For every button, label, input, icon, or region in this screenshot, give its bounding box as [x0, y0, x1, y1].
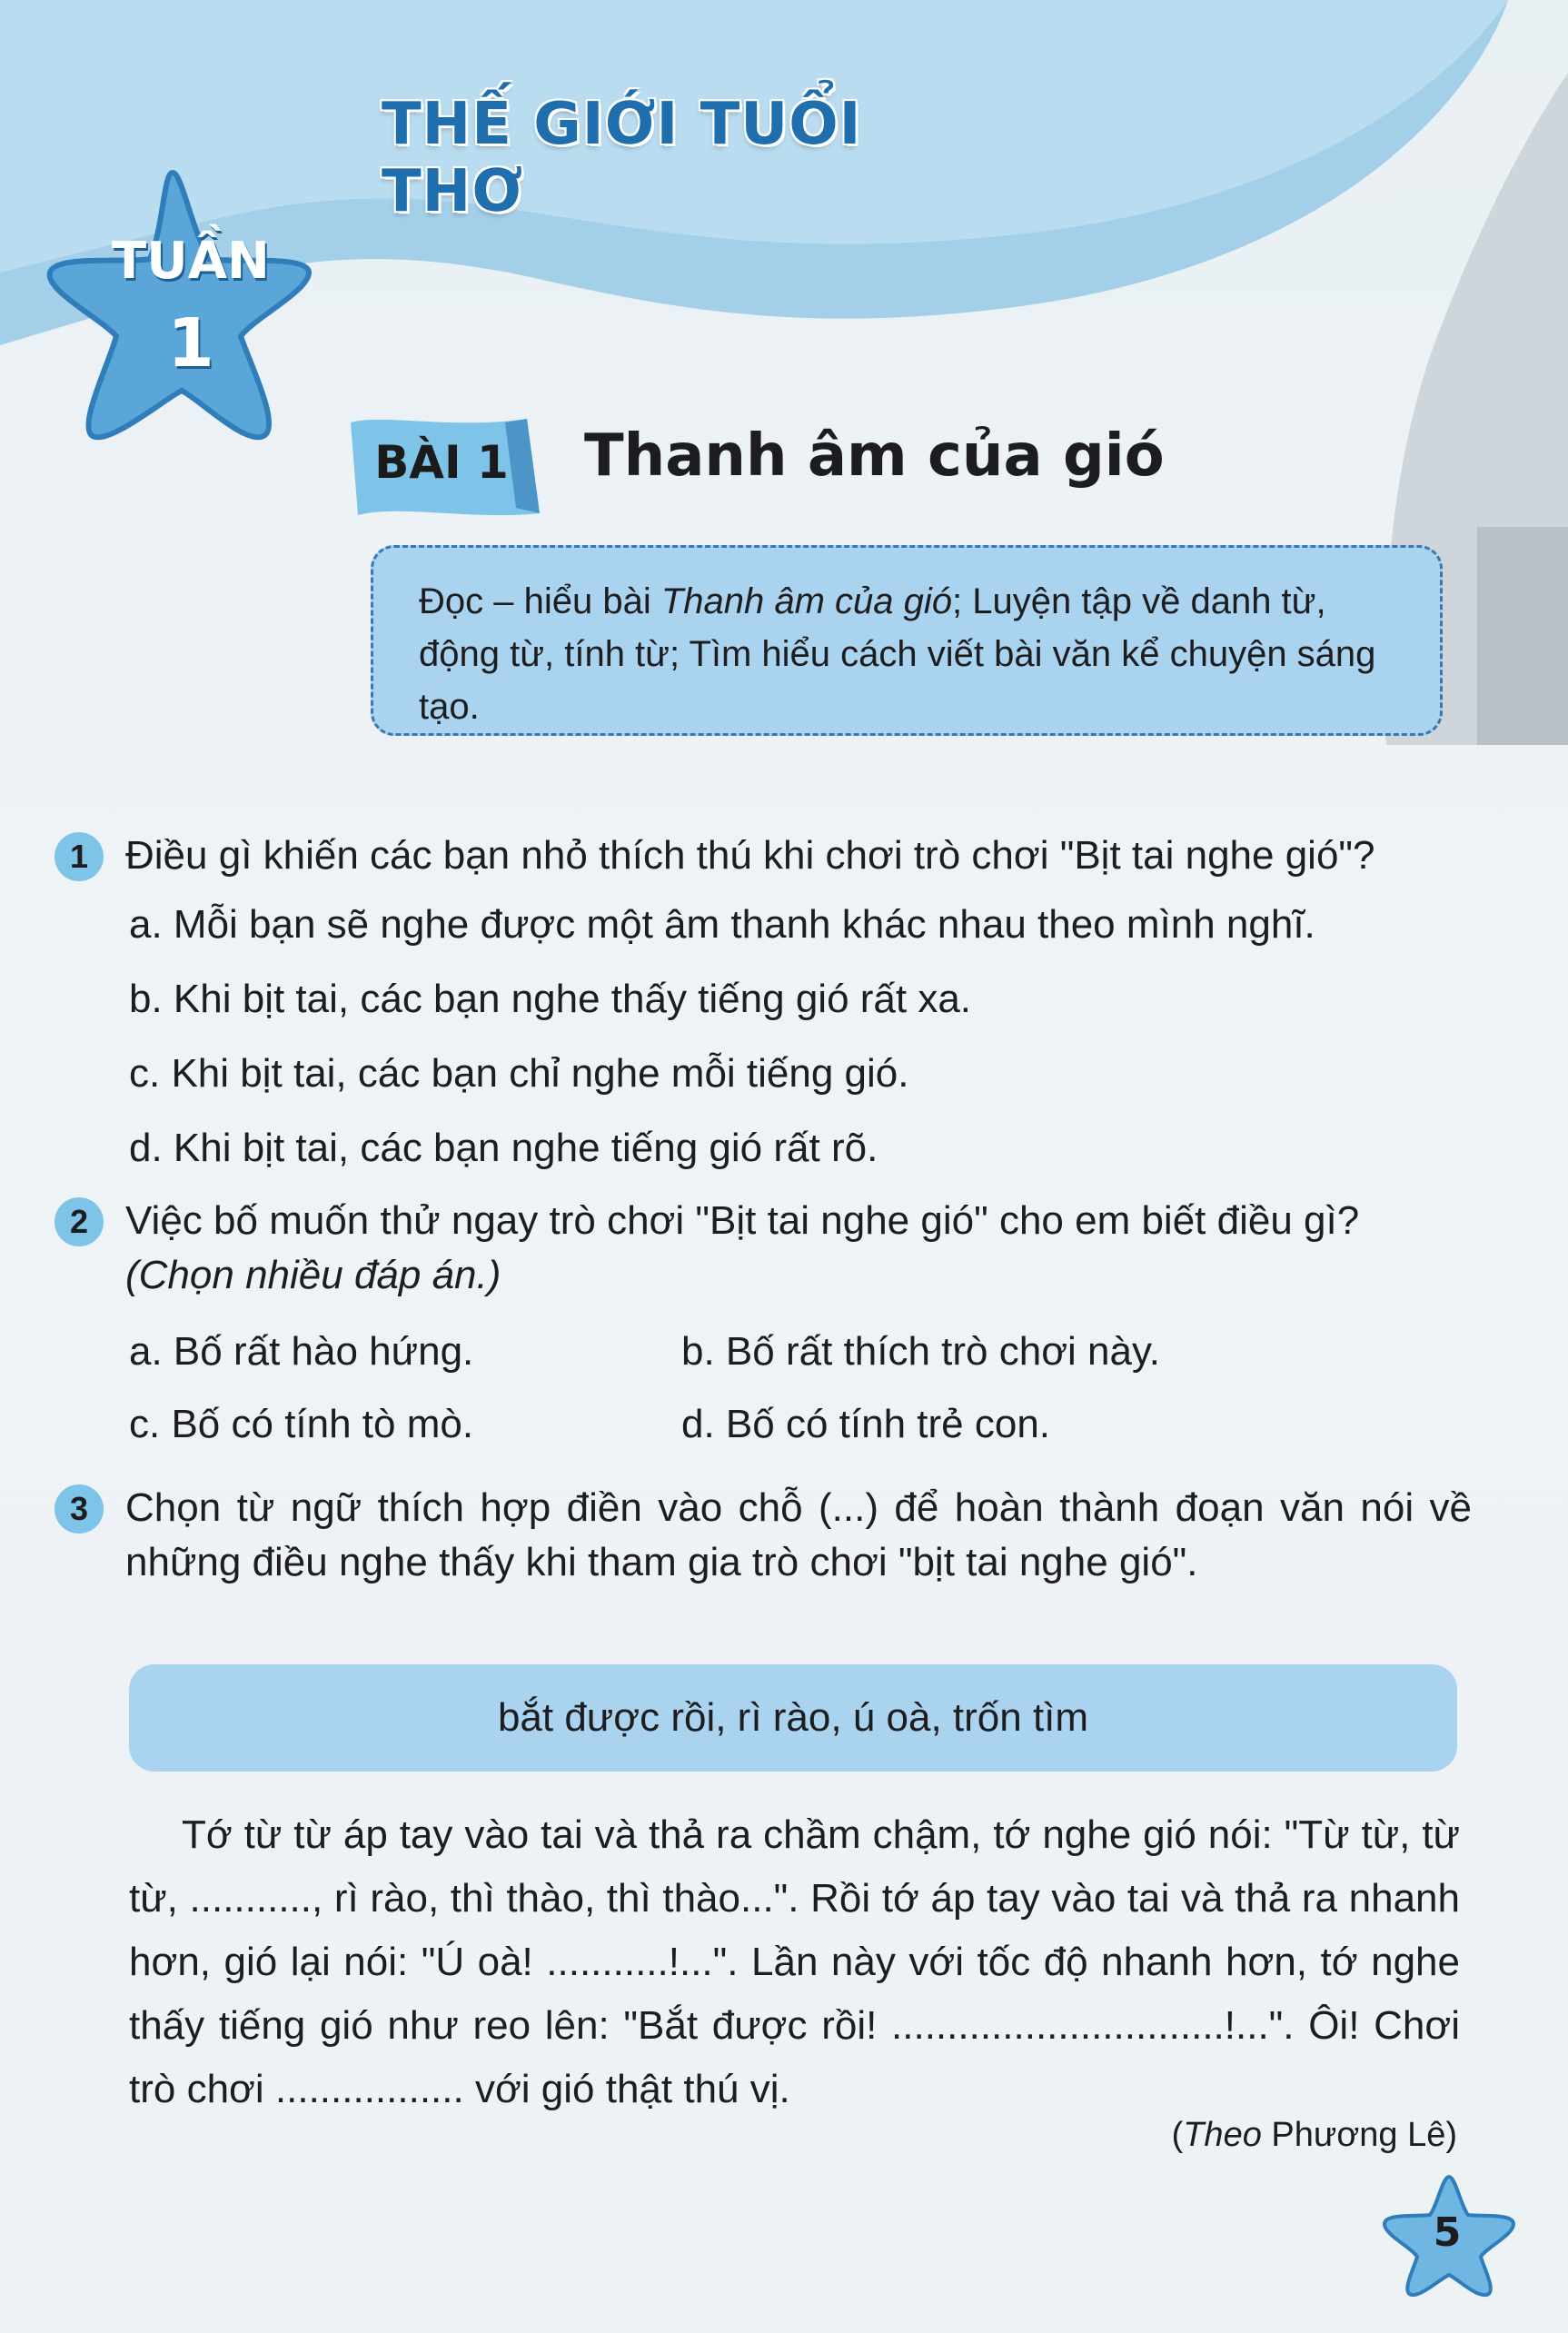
source-credit: [1172, 2110, 1457, 2160]
answer-option[interactable]: c. Khi bịt tai, các bạn chỉ nghe mỗi tiếng gió.: [129, 1051, 909, 1096]
answer-option[interactable]: c. Bố có tính tò mò.: [129, 1402, 474, 1446]
question-3: [55, 1481, 1472, 1590]
credit-author: Phương Lê): [1261, 2116, 1457, 2154]
question-note: (Chọn nhiều đáp án.): [125, 1253, 501, 1297]
week-label: TUẦN: [112, 232, 270, 291]
section-title: THẾ GIỚI TUỔI THƠ: [382, 91, 862, 225]
passage-text: Tớ từ từ áp tay vào tai và thả ra chầm chậm, tớ nghe gió nói: "Từ từ, từ từ, ..........., rì rào, thì thào, thì thào...". Rồi tớ áp tay vào tai và thả ra nhanh hơn, gió lại nói: "Ú oà! ...........!...". Lần này với tốc độ nhanh hơn, tớ nghe thấy tiếng gió như reo lên: "Bắt được rồi! ..............................!...". Ôi! Chơi trò chơi ................. với gió thật thú vị.: [129, 1812, 1460, 2111]
lesson-tag-label: BÀI 1: [374, 436, 509, 489]
objective-text: Đọc – hiểu bài: [419, 581, 661, 621]
question-number-badge: 1: [55, 832, 104, 881]
answer-option[interactable]: b. Khi bịt tai, các bạn nghe thấy tiếng gió rất xa.: [129, 977, 972, 1021]
credit-theo: Theo: [1183, 2116, 1262, 2154]
answer-option[interactable]: a. Bố rất hào hứng.: [129, 1329, 474, 1374]
question-text: Việc bố muốn thử ngay trò chơi "Bịt tai nghe gió" cho em biết điều gì?: [125, 1198, 1360, 1243]
question-number-badge: 3: [55, 1484, 104, 1534]
question-2: [55, 1194, 1472, 1303]
credit-open: (: [1171, 2116, 1184, 2154]
question-number-badge: 2: [55, 1197, 104, 1246]
question-text: Điều gì khiến các bạn nhỏ thích thú khi chơi trò chơi "Bịt tai nghe gió"?: [125, 833, 1375, 878]
question-1: [55, 829, 1472, 883]
word-bank: bắt được rồi, rì rào, ú oà, trốn tìm: [129, 1664, 1457, 1772]
fill-in-passage: [129, 1803, 1460, 2121]
answer-option[interactable]: a. Mỗi bạn sẽ nghe được một âm thanh khác nhau theo mình nghĩ.: [129, 902, 1315, 947]
answer-option[interactable]: d. Khi bịt tai, các bạn nghe tiếng gió rất rõ.: [129, 1126, 878, 1170]
week-number: 1: [167, 304, 214, 382]
answer-option[interactable]: b. Bố rất thích trò chơi này.: [681, 1329, 1160, 1374]
question-text-wrapper: [125, 1194, 1472, 1303]
question-text: Chọn từ ngữ thích hợp điền vào chỗ (...) để hoàn thành đoạn văn nói về những điều nghe thấy khi tham gia trò chơi "bịt tai nghe gió".: [125, 1485, 1472, 1584]
answer-option[interactable]: d. Bố có tính trẻ con.: [681, 1402, 1051, 1446]
page-number: 5: [1433, 2209, 1462, 2256]
side-stripe-decoration: [1332, 0, 1568, 908]
lesson-title: Thanh âm của gió: [584, 422, 1165, 490]
objective-text-rest: ; Luyện tập về danh từ, động từ, tính từ; Tìm hiểu cách viết bài văn kể chuyện sáng tạo.: [419, 581, 1376, 727]
objective-box: [371, 545, 1443, 736]
objective-lesson-name: Thanh âm của gió: [660, 581, 953, 621]
